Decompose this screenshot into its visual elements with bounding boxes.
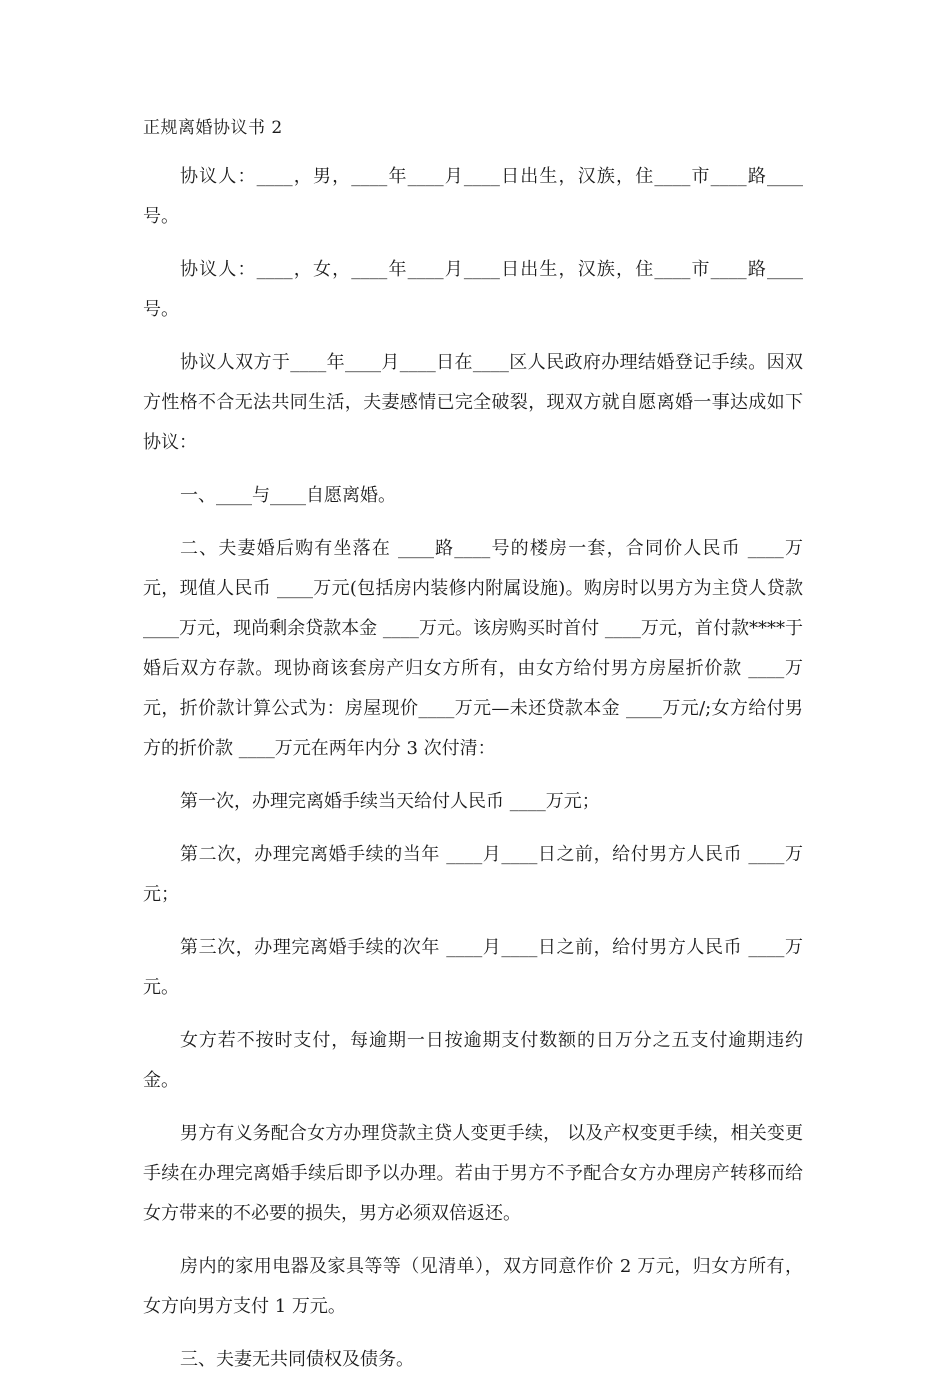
appliances-paragraph: 房内的家用电器及家具等等（见清单），双方同意作价 2 万元，归女方所有，女方向男方支付 1 万元。 (143, 1256, 803, 1317)
document-body (143, 157, 803, 1380)
document-title: 正规离婚协议书 2 (143, 118, 283, 138)
party-female-paragraph: 协议人：____，女，____年____月____日出生，汉族，住____市____路____号。 (143, 259, 803, 320)
payment-second-paragraph: 第二次，办理完离婚手续的当年 ____月____日之前，给付男方人民币 ____万元； (143, 844, 803, 905)
late-payment-paragraph: 女方若不按时支付，每逾期一日按逾期支付数额的日万分之五支付逾期违约金。 (143, 1030, 803, 1091)
clause-one-paragraph: 一、____与____自愿离婚。 (180, 485, 396, 506)
party-male-paragraph: 协议人：____，男，____年____月____日出生，汉族，住____市____路____号。 (143, 166, 803, 227)
clause-three-paragraph: 三、夫妻无共同债权及债务。 (180, 1349, 414, 1370)
clause-two-property-paragraph: 二、夫妻婚后购有坐落在 ____路____号的楼房一套，合同价人民币 ____万元，现值人民币 ____万元(包括房内装修内附属设施)。购房时以男方为主贷人贷款____万元，现尚剩余贷款本金 ____万元。该房购买时首付 ____万元，首付款****于婚后双方存款。现协商该套房产归女方所有，由女方给付男方房屋折价款 ____万元，折价款计算公式为：房屋现价____万元—未还贷款本金 ____万元/;女方给付男方的折价款 ____万元在两年内分 3 次付清： (143, 538, 803, 759)
marriage-background-paragraph: 协议人双方于____年____月____日在____区人民政府办理结婚登记手续。因双方性格不合无法共同生活，夫妻感情已完全破裂，现双方就自愿离婚一事达成如下协议： (143, 352, 803, 453)
payment-first-paragraph: 第一次，办理完离婚手续当天给付人民币 ____万元； (180, 791, 600, 812)
loan-transfer-paragraph: 男方有义务配合女方办理贷款主贷人变更手续， 以及产权变更手续，相关变更手续在办理完离婚手续后即予以办理。若由于男方不予配合女方办理房产转移而给女方带来的不必要的损失，男方必须双倍返还。 (143, 1123, 803, 1224)
payment-third-paragraph: 第三次，办理完离婚手续的次年 ____月____日之前，给付男方人民币 ____万元。 (143, 937, 803, 998)
